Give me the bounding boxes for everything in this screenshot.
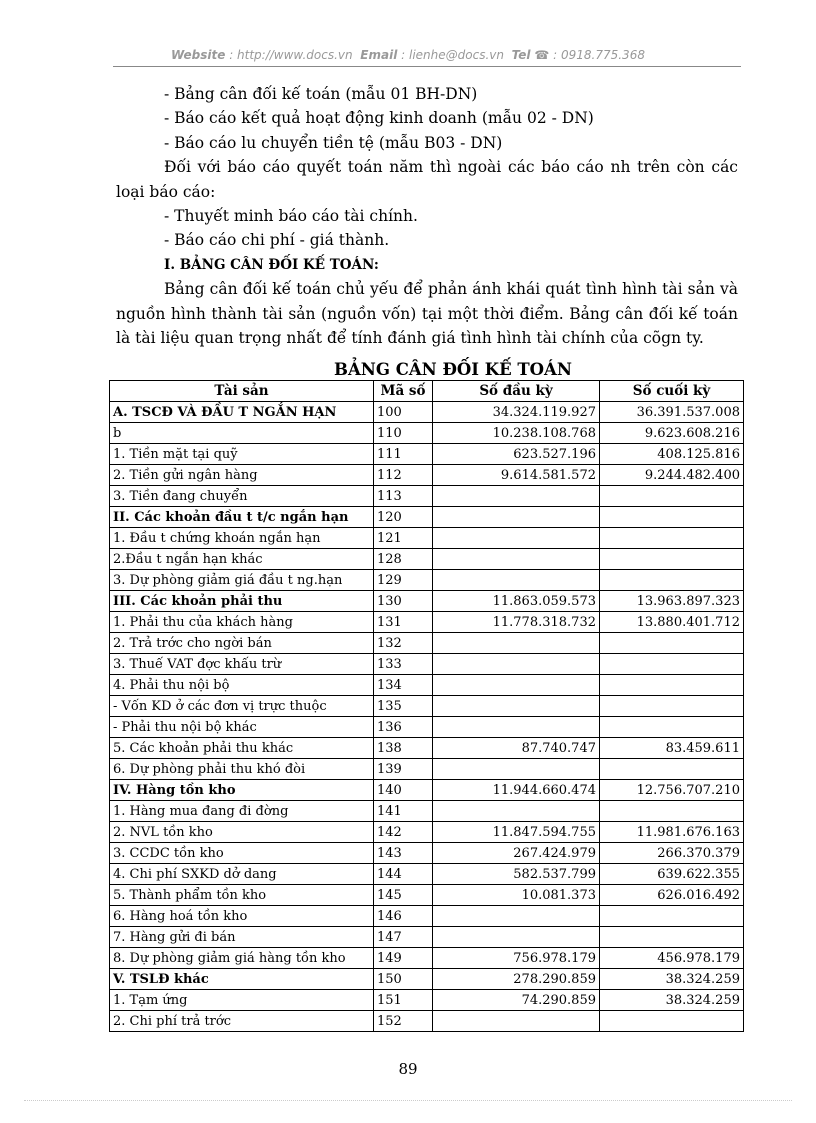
row-start-value: 10.081.373 — [433, 885, 600, 906]
table-row — [110, 507, 744, 528]
row-label: 2.Đầu t ngắn hạn khác — [110, 549, 374, 570]
row-end-value: 408.125.816 — [600, 444, 744, 465]
table-row — [110, 423, 744, 444]
row-end-value — [600, 927, 744, 948]
row-start-value — [433, 717, 600, 738]
row-end-value: 266.370.379 — [600, 843, 744, 864]
row-end-value: 12.756.707.210 — [600, 780, 744, 801]
row-end-value: 83.459.611 — [600, 738, 744, 759]
row-end-value: 626.016.492 — [600, 885, 744, 906]
row-end-value: 38.324.259 — [600, 969, 744, 990]
row-end-value: 639.622.355 — [600, 864, 744, 885]
row-start-value — [433, 633, 600, 654]
row-end-value — [600, 801, 744, 822]
row-end-value — [600, 906, 744, 927]
table-row — [110, 444, 744, 465]
row-start-value — [433, 906, 600, 927]
row-start-value — [433, 507, 600, 528]
row-label: 1. Hàng mua đang đi đờng — [110, 801, 374, 822]
row-end-value: 13.880.401.712 — [600, 612, 744, 633]
table-row — [110, 759, 744, 780]
row-label: IV. Hàng tồn kho — [110, 780, 374, 801]
row-label: 1. Đầu t chứng khoán ngắn hạn — [110, 528, 374, 549]
row-code: 129 — [374, 570, 433, 591]
table-row — [110, 591, 744, 612]
row-code: 113 — [374, 486, 433, 507]
table-row — [110, 717, 744, 738]
table-row — [110, 696, 744, 717]
website-link[interactable]: : http://www.docs.vn — [229, 48, 353, 62]
table-body — [110, 402, 744, 1032]
row-label: 4. Phải thu nội bộ — [110, 675, 374, 696]
row-end-value — [600, 633, 744, 654]
row-label: 3. Tiền đang chuyển — [110, 486, 374, 507]
row-code: 112 — [374, 465, 433, 486]
row-start-value — [433, 1011, 600, 1032]
row-label: 1. Tạm ứng — [110, 990, 374, 1011]
header-divider — [113, 66, 741, 67]
row-end-value: 36.391.537.008 — [600, 402, 744, 423]
row-label: 5. Các khoản phải thu khác — [110, 738, 374, 759]
row-label: 2. NVL tồn kho — [110, 822, 374, 843]
table-row — [110, 633, 744, 654]
table-header-row — [110, 381, 744, 402]
tel-value: : 0918.775.368 — [553, 48, 645, 62]
row-start-value: 278.290.859 — [433, 969, 600, 990]
row-start-value: 623.527.196 — [433, 444, 600, 465]
row-start-value — [433, 759, 600, 780]
row-end-value — [600, 654, 744, 675]
row-label: - Vốn KD ở các đơn vị trực thuộc — [110, 696, 374, 717]
row-code: 152 — [374, 1011, 433, 1032]
website-label: Website — [171, 48, 226, 62]
table-row — [110, 654, 744, 675]
table-row — [110, 528, 744, 549]
column-header: Số đầu kỳ — [433, 381, 600, 402]
row-end-value: 38.324.259 — [600, 990, 744, 1011]
column-header: Mã số — [374, 381, 433, 402]
row-label: II. Các khoản đầu t t/c ngắn hạn — [110, 507, 374, 528]
row-code: 138 — [374, 738, 433, 759]
table-row — [110, 465, 744, 486]
row-start-value: 11.863.059.573 — [433, 591, 600, 612]
row-code: 139 — [374, 759, 433, 780]
row-label: 3. CCDC tồn kho — [110, 843, 374, 864]
row-code: 145 — [374, 885, 433, 906]
bullet-item: - Bảng cân đối kế toán (mẫu 01 BH-DN) — [164, 85, 478, 103]
row-label: 1. Tiền mặt tại quỹ — [110, 444, 374, 465]
row-code: 149 — [374, 948, 433, 969]
column-header: Tài sản — [110, 381, 374, 402]
row-start-value: 11.778.318.732 — [433, 612, 600, 633]
row-start-value — [433, 675, 600, 696]
table-row — [110, 612, 744, 633]
row-code: 132 — [374, 633, 433, 654]
row-end-value — [600, 759, 744, 780]
row-start-value: 74.290.859 — [433, 990, 600, 1011]
table-row — [110, 801, 744, 822]
email-link[interactable]: : lienhe@docs.vn — [401, 48, 504, 62]
row-start-value: 34.324.119.927 — [433, 402, 600, 423]
table-title: BẢNG CÂN ĐỐI KẾ TOÁN — [334, 360, 572, 379]
row-end-value — [600, 1011, 744, 1032]
row-start-value: 267.424.979 — [433, 843, 600, 864]
row-code: 151 — [374, 990, 433, 1011]
column-header: Số cuối kỳ — [600, 381, 744, 402]
row-start-value: 11.847.594.755 — [433, 822, 600, 843]
row-end-value — [600, 549, 744, 570]
row-label: 4. Chi phí SXKD dở dang — [110, 864, 374, 885]
row-start-value — [433, 549, 600, 570]
row-code: 131 — [374, 612, 433, 633]
table-row — [110, 906, 744, 927]
row-end-value: 11.981.676.163 — [600, 822, 744, 843]
row-code: 136 — [374, 717, 433, 738]
row-code: 140 — [374, 780, 433, 801]
row-label: 6. Hàng hoá tồn kho — [110, 906, 374, 927]
row-end-value — [600, 507, 744, 528]
table-row — [110, 948, 744, 969]
row-start-value: 10.238.108.768 — [433, 423, 600, 444]
bullet-item: - Báo cáo lu chuyển tiền tệ (mẫu B03 - DN) — [164, 133, 503, 152]
row-code: 111 — [374, 444, 433, 465]
row-end-value: 9.244.482.400 — [600, 465, 744, 486]
bullet-item: - Báo cáo chi phí - giá thành. — [164, 231, 390, 250]
email-label: Email — [360, 48, 398, 62]
row-label: III. Các khoản phải thu — [110, 591, 374, 612]
row-label: 7. Hàng gửi đi bán — [110, 927, 374, 948]
page-header — [0, 48, 816, 62]
table-row — [110, 675, 744, 696]
row-code: 130 — [374, 591, 433, 612]
table-row — [110, 822, 744, 843]
paragraph: Đối với báo cáo quyết toán năm thì ngoài các báo cáo nh trên còn các loại báo cáo: — [116, 158, 738, 201]
row-end-value: 456.978.179 — [600, 948, 744, 969]
section-heading: I. BẢNG CÂN ĐỐI KẾ TOÁN: — [164, 256, 379, 273]
row-start-value: 9.614.581.572 — [433, 465, 600, 486]
table-row — [110, 549, 744, 570]
row-code: 100 — [374, 402, 433, 423]
bullet-item: - Báo cáo kết quả hoạt động kinh doanh (mẫu 02 - DN) — [164, 109, 594, 128]
row-code: 144 — [374, 864, 433, 885]
page-number: 89 — [398, 1060, 418, 1078]
row-label: 1. Phải thu của khách hàng — [110, 612, 374, 633]
row-code: 128 — [374, 549, 433, 570]
row-label: 8. Dự phòng giảm giá hàng tồn kho — [110, 948, 374, 969]
row-label: 2. Chi phí trả trớc — [110, 1011, 374, 1032]
row-start-value: 756.978.179 — [433, 948, 600, 969]
row-label: 3. Dự phòng giảm giá đầu t ng.hạn — [110, 570, 374, 591]
row-code: 120 — [374, 507, 433, 528]
row-code: 147 — [374, 927, 433, 948]
row-code: 150 — [374, 969, 433, 990]
footer-divider — [24, 1100, 792, 1101]
row-start-value: 87.740.747 — [433, 738, 600, 759]
row-end-value — [600, 570, 744, 591]
table-row — [110, 1011, 744, 1032]
row-end-value — [600, 717, 744, 738]
row-label: - Phải thu nội bộ khác — [110, 717, 374, 738]
table-row — [110, 885, 744, 906]
paragraph: Bảng cân đối kế toán chủ yếu để phản ánh khái quát tình hình tài sản và nguồn hình thành tài sản (nguồn vốn) tại một thời điểm. Bảng cân đối kế toán là tài liệu quan trọng nhất để tính đánh giá tình hình tài chính của cõgn ty. — [116, 280, 738, 348]
row-code: 143 — [374, 843, 433, 864]
table-row — [110, 738, 744, 759]
row-label: 2. Trả trớc cho ngời bán — [110, 633, 374, 654]
row-start-value — [433, 801, 600, 822]
table-row — [110, 843, 744, 864]
row-code: 141 — [374, 801, 433, 822]
row-code: 146 — [374, 906, 433, 927]
row-label: A. TSCĐ VÀ ĐẦU T NGẮN HẠN — [110, 402, 374, 423]
row-start-value: 582.537.799 — [433, 864, 600, 885]
row-start-value — [433, 528, 600, 549]
row-label: 5. Thành phẩm tồn kho — [110, 885, 374, 906]
row-code: 133 — [374, 654, 433, 675]
phone-icon: ☎ — [534, 48, 550, 62]
bullet-item: - Thuyết minh báo cáo tài chính. — [164, 207, 418, 226]
table-row — [110, 990, 744, 1011]
table-row — [110, 969, 744, 990]
row-label: 6. Dự phòng phải thu khó đòi — [110, 759, 374, 780]
tel-label: Tel — [511, 48, 531, 62]
row-start-value — [433, 486, 600, 507]
row-code: 110 — [374, 423, 433, 444]
row-start-value — [433, 654, 600, 675]
table-row — [110, 486, 744, 507]
row-end-value — [600, 675, 744, 696]
row-start-value — [433, 696, 600, 717]
row-code: 134 — [374, 675, 433, 696]
row-end-value — [600, 528, 744, 549]
row-code: 142 — [374, 822, 433, 843]
table-row — [110, 864, 744, 885]
row-label: 2. Tiền gửi ngân hàng — [110, 465, 374, 486]
table-row — [110, 780, 744, 801]
table-row — [110, 927, 744, 948]
row-end-value — [600, 696, 744, 717]
balance-sheet-table — [109, 380, 744, 1032]
row-code: 135 — [374, 696, 433, 717]
row-label: 3. Thuế VAT đợc khấu trừ — [110, 654, 374, 675]
row-label: V. TSLĐ khác — [110, 969, 374, 990]
row-end-value: 9.623.608.216 — [600, 423, 744, 444]
row-label: b — [110, 423, 374, 444]
row-start-value: 11.944.660.474 — [433, 780, 600, 801]
table-row — [110, 570, 744, 591]
row-start-value — [433, 570, 600, 591]
row-start-value — [433, 927, 600, 948]
row-code: 121 — [374, 528, 433, 549]
row-end-value — [600, 486, 744, 507]
row-end-value: 13.963.897.323 — [600, 591, 744, 612]
table-row — [110, 402, 744, 423]
document-body — [116, 82, 738, 350]
